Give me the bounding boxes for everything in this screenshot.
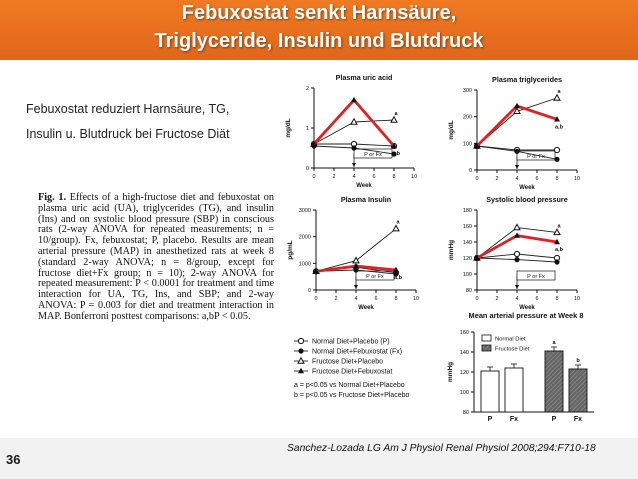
data-point-s2-p1 [514, 224, 520, 229]
y-tick-label: 0 [305, 166, 309, 172]
y-tick-label: 1000 [298, 261, 311, 268]
significance-label: b [576, 358, 580, 364]
treatment-label: P or Fx [364, 152, 382, 158]
x-tick-label: 10 [412, 296, 420, 302]
x-tick-label: 8 [392, 174, 396, 180]
y-tick-label: 1 [305, 126, 309, 132]
y-tick-label: 0 [468, 168, 472, 174]
x-axis-label: Week [356, 183, 372, 189]
summary-line-2: Insulin u. Blutdruck bei Fructose Diät [26, 127, 230, 141]
figure-caption [38, 193, 274, 323]
treatment-label: P or Fx [366, 274, 384, 280]
chart-title: Plasma Insulin [340, 195, 392, 204]
legend-label-fructose: Fructose Diet [495, 346, 530, 353]
y-tick-label: 160 [462, 224, 472, 230]
legend-label: Normal Diet+Febuxostat (Fx) [312, 348, 403, 356]
figure-svg [282, 60, 638, 440]
y-tick-label: 180 [462, 208, 472, 214]
line-chart-2 [287, 195, 419, 311]
y-axis-label: mg/dL [448, 120, 455, 140]
data-point-s3-p1 [351, 97, 357, 102]
legend-note-b: b = p<0.05 vs Fructose Diet+Placebo [294, 392, 410, 399]
x-tick-label: 0 [475, 296, 479, 302]
caption-lead: Fig. 1. [38, 192, 67, 203]
legend-swatch-fructose [482, 345, 491, 351]
treatment-label: P or Fx [527, 154, 545, 160]
y-tick-label: 140 [459, 350, 469, 356]
legend-marker-1 [298, 348, 303, 353]
citation: Sanchez-Lozada LG Am J Physiol Renal Physiol 2008;294:F710-18 [287, 443, 596, 454]
data-point-s1-p1 [514, 257, 519, 262]
chart-title: Plasma triglycerides [492, 75, 562, 84]
x-tick-label: 8 [555, 176, 559, 182]
legend-note-a: a = p<0.05 vs Normal Diet+Placebo [294, 382, 405, 389]
x-tick-label: 10 [410, 174, 418, 180]
x-tick-label: 8 [394, 296, 398, 302]
significance-label: a [557, 89, 561, 95]
line-chart-0 [285, 73, 417, 189]
y-tick-label: 200 [462, 114, 472, 121]
legend-marker-2 [298, 358, 304, 363]
y-tick-label: 80 [462, 410, 469, 416]
data-point-s2-p2 [391, 117, 397, 122]
title-line-2: Triglyceride, Insulin und Blutdruck [154, 30, 484, 52]
y-tick-label: 0 [307, 288, 311, 294]
legend-marker-3 [298, 368, 304, 373]
significance-label: a,b [392, 151, 400, 157]
y-tick-label: 140 [462, 240, 472, 246]
x-axis-label: Week [519, 305, 535, 311]
x-tick-label: 0 [475, 176, 479, 182]
chart-title: Mean arterial pressure at Week 8 [468, 311, 584, 320]
y-tick-label: 160 [459, 330, 469, 336]
y-tick-label: 2 [305, 86, 309, 92]
y-axis-label: mmHg [447, 361, 454, 383]
bar-chart [447, 311, 594, 423]
x-tick-label: 10 [573, 296, 581, 302]
bar-3 [569, 369, 587, 412]
treatment-arrow-head [352, 163, 356, 167]
legend-label: Normal Diet+Placebo (P) [312, 338, 390, 346]
significance-label: a [394, 111, 398, 117]
significance-label: a,b [394, 275, 402, 281]
x-axis-label: Week [358, 305, 374, 311]
bar-2 [545, 351, 563, 412]
x-tick-label: 6 [374, 296, 378, 302]
data-point-s0-p1 [514, 251, 519, 256]
category-label: Fx [573, 416, 583, 423]
chart-title: Plasma uric acid [335, 73, 393, 82]
y-tick-label: 100 [459, 390, 469, 396]
treatment-arrow-head [515, 165, 519, 169]
y-tick-label: 120 [462, 256, 472, 262]
title-banner [0, 0, 638, 60]
x-tick-label: 4 [352, 174, 356, 180]
chart-title: Systolic blood pressure [486, 195, 568, 204]
significance-label: a [552, 340, 556, 346]
y-axis-label: mg/dL [285, 118, 292, 138]
category-label: Fx [509, 416, 519, 423]
x-tick-label: 10 [573, 176, 581, 182]
x-tick-label: 2 [495, 296, 499, 302]
figure-panel [282, 60, 638, 440]
x-tick-label: 6 [535, 296, 539, 302]
legend-swatch-normal [482, 335, 491, 341]
x-tick-label: 0 [314, 296, 318, 302]
x-tick-label: 8 [555, 296, 559, 302]
series-legend [294, 338, 409, 399]
significance-label: a [396, 219, 400, 226]
y-tick-label: 100 [462, 272, 472, 278]
legend-label: Fructose Diet+Febuxostat [312, 368, 393, 376]
y-axis-label: pg/mL [287, 240, 294, 260]
page-number: 36 [6, 452, 21, 467]
treatment-arrow-head [515, 285, 519, 289]
data-point-s2-p1 [353, 257, 359, 262]
category-label: P [551, 416, 557, 423]
y-tick-label: 100 [462, 141, 472, 148]
x-tick-label: 4 [515, 296, 519, 302]
x-tick-label: 4 [354, 296, 358, 302]
data-point-s2-p2 [393, 225, 399, 230]
x-tick-label: 2 [334, 296, 338, 302]
legend-marker-0 [298, 338, 303, 343]
x-tick-label: 2 [495, 176, 499, 182]
x-tick-label: 0 [312, 174, 316, 180]
y-tick-label: 120 [459, 370, 469, 376]
treatment-label: P or Fx [527, 274, 545, 280]
y-tick-label: 300 [462, 88, 472, 94]
x-tick-label: 2 [332, 174, 336, 180]
significance-label: a,b [555, 247, 563, 253]
line-chart-1 [448, 75, 580, 191]
y-tick-label: 2000 [298, 234, 311, 241]
bar-0 [481, 371, 499, 412]
x-tick-label: 4 [515, 176, 519, 182]
y-axis-label: mmHg [448, 239, 455, 261]
data-point-s1-p2 [554, 157, 559, 162]
y-tick-label: 3000 [298, 208, 311, 214]
caption-text: Effects of a high-fructose diet and febuxostat on plasma uric acid (UA), triglycerides (TG), and insulin (Ins) and on systolic blood pressure (SBP) in conscious rats (2-way ANOVA for repeated measurements; n = 10/group). Fx, febuxostat; P, placebo. Results are mean arterial pressure (MAP) in anesthetized rats at week 8 (standard 2-way ANOVA; n = 8/group, except for fructose diet+Fx group; n = 10); 2-way ANOVA for repeated measurement: P < 0.0001 for treatment and time interaction for UA, TG, Ins, and SBP; and 2-way ANOVA: P = 0.003 for diet and treatment interaction in MAP. Bonferroni posttest comparisons: a,bP < 0.05. [38, 192, 274, 322]
x-axis-label: Week [519, 185, 535, 191]
bar-1 [505, 368, 523, 412]
data-point-s1-p2 [554, 259, 559, 264]
summary-line-1: Febuxostat reduziert Harnsäure, TG, [26, 102, 230, 116]
data-point-s2-p2 [554, 95, 560, 100]
x-tick-label: 6 [372, 174, 376, 180]
data-point-s1-p1 [514, 149, 519, 154]
legend-label: Fructose Diet+Placebo [312, 358, 384, 366]
line-chart-3 [448, 195, 580, 311]
data-point-s1-p1 [351, 145, 356, 150]
title-line-1: Febuxostat senkt Harnsäure, [181, 2, 457, 24]
treatment-arrow-head [354, 285, 358, 289]
significance-label: a,b [555, 124, 563, 131]
significance-label: a [557, 223, 561, 230]
data-point-s0-p2 [554, 147, 559, 152]
category-label: P [487, 416, 493, 423]
x-tick-label: 6 [535, 176, 539, 182]
legend-label-normal: Normal Diet [495, 336, 526, 343]
y-tick-label: 80 [465, 288, 472, 294]
